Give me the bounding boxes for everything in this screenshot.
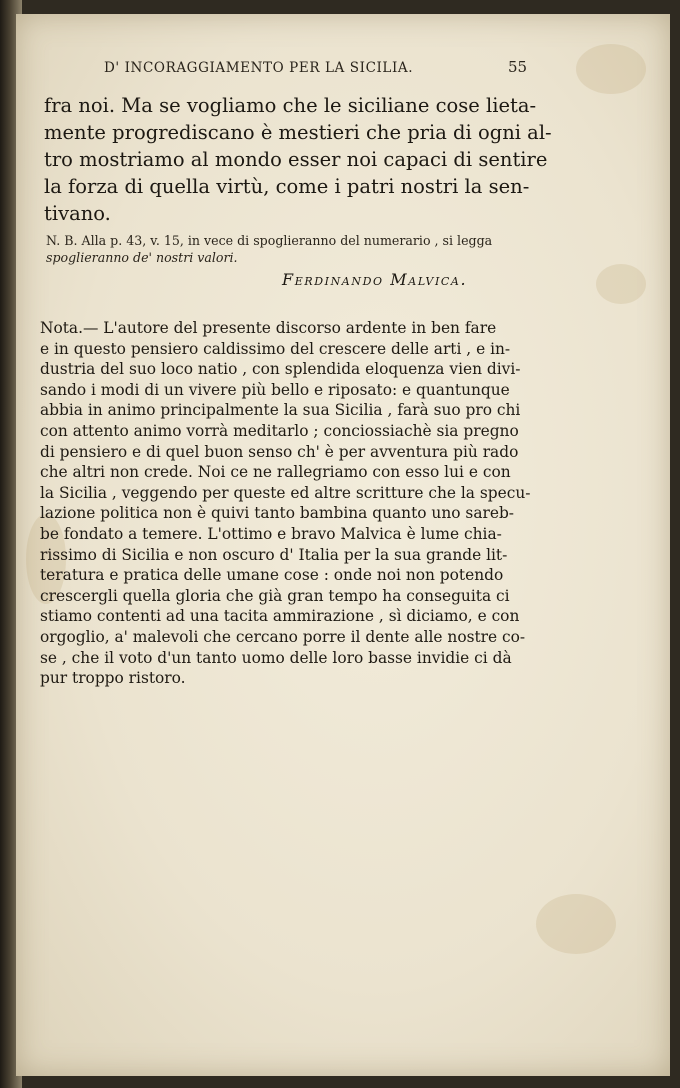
text-line: tivano. (44, 202, 111, 225)
erratum-note (46, 232, 546, 266)
body-paragraph (44, 92, 556, 227)
note-line: stiamo contenti ad una tacita ammirazione , sì diciamo, e con (40, 607, 520, 626)
note-line: lazione politica non è quivi tanto bambina quanto uno sareb- (40, 504, 515, 523)
note-line: e in questo pensiero caldissimo del crescere delle arti , e in- (40, 339, 511, 358)
note-line: con attento animo vorrà meditarlo ; conciossiachè sia pregno (40, 421, 519, 440)
paper-stain (536, 894, 616, 954)
note-line: dustria del suo loco natio , con splendida eloquenza vien divi- (40, 360, 521, 379)
note-line: se , che il voto d'un tanto uomo delle loro basse invidie ci dà (40, 648, 512, 667)
text-line: fra noi. Ma se vogliamo che le siciliane cose lieta- (44, 94, 537, 117)
note-line: la Sicilia , veggendo per queste ed altre scritture che la specu- (40, 483, 531, 502)
text-line: tro mostriamo al mondo esser noi capaci di sentire (44, 148, 548, 171)
note-line: abbia in animo principalmente la sua Sicilia , farà suo pro chi (40, 401, 521, 420)
erratum-line: N. B. Alla p. 43, v. 15, in vece di spoglieranno del numerario , si legga (46, 233, 493, 248)
paper-stain (576, 44, 646, 94)
running-head: D' INCORAGGIAMENTO PER LA SICILIA. (104, 60, 414, 76)
note-line: orgoglio, a' malevoli che cercano porre il dente alle nostre co- (40, 627, 526, 646)
note-line: pur troppo ristoro. (40, 669, 186, 688)
note-line: che altri non crede. Noi ce ne rallegriamo con esso lui e con (40, 463, 511, 482)
note-line: sando i modi di un vivere più bello e riposato: e quantunque (40, 380, 510, 399)
paper-stain (596, 264, 646, 304)
note-line: rissimo di Sicilia e non oscuro d' Italia per la sua grande lit- (40, 545, 508, 564)
page-number: 55 (508, 58, 528, 76)
author-signature: Ferdinando Malvica. (282, 270, 468, 289)
note-line: teratura e pratica delle umane cose : onde noi non potendo (40, 566, 504, 585)
text-line: mente progrediscano è mestieri che pria di ogni al- (44, 121, 552, 144)
erratum-line: spoglieranno de' nostri valori. (46, 250, 238, 265)
note-line: di pensiero e di quel buon senso ch' è per avventura più rado (40, 442, 519, 461)
note-line: be fondato a temere. L'ottimo e bravo Malvica è lume chia- (40, 524, 502, 543)
editorial-note (40, 318, 552, 689)
note-line: crescergli quella gloria che già gran tempo ha conseguita ci (40, 586, 510, 605)
note-line: Nota.— L'autore del presente discorso ardente in ben fare (40, 319, 497, 337)
text-line: la forza di quella virtù, come i patri nostri la sen- (44, 175, 530, 198)
